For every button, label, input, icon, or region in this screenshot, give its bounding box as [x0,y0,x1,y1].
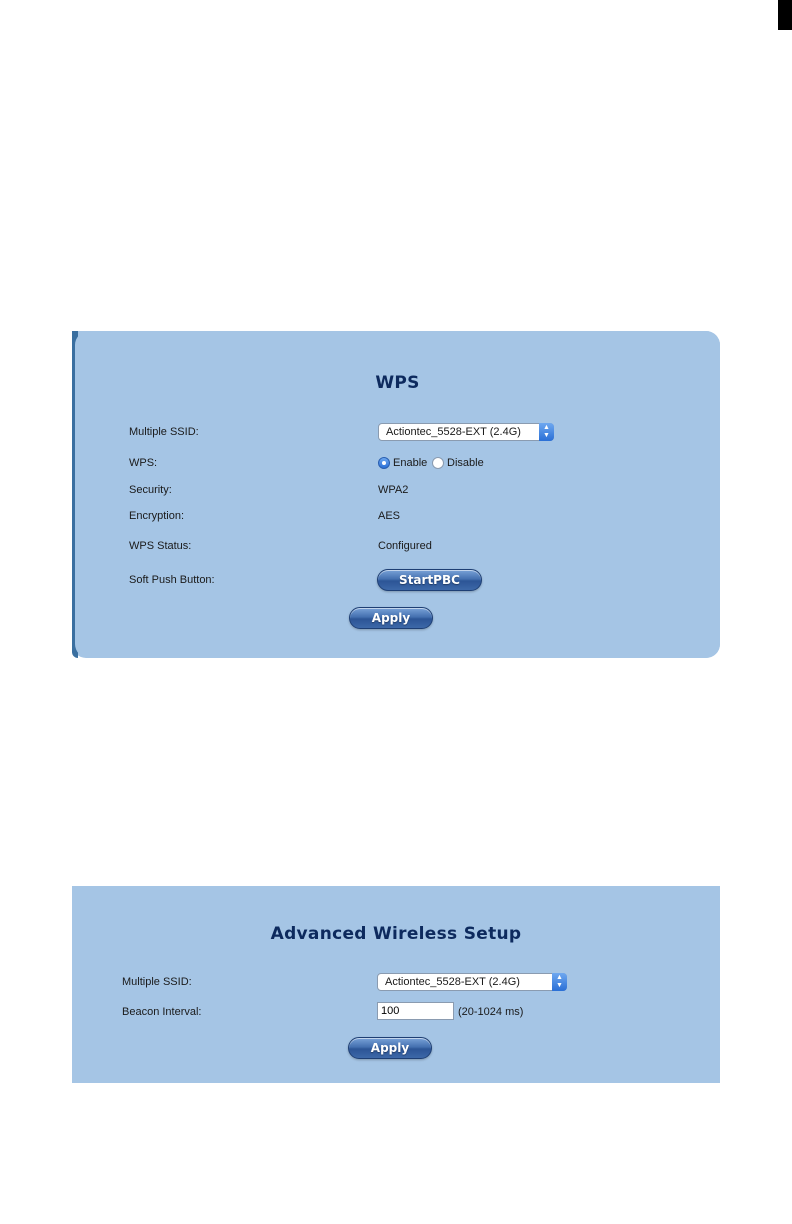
adv-multiple-ssid-value: Actiontec_5528-EXT (2.4G) [385,976,520,988]
beacon-interval-range: (20-1024 ms) [458,1006,524,1018]
wps-panel-inner [75,331,720,658]
wps-disable-label: Disable [447,457,484,469]
chevron-updown-icon: ▲ ▼ [539,423,554,441]
start-pbc-button[interactable]: StartPBC [377,569,482,591]
page-edge-tab [778,0,792,30]
wps-enable-radio[interactable] [378,457,390,469]
adv-apply-button[interactable]: Apply [348,1037,432,1059]
wps-status-value: Configured [378,540,432,552]
wps-panel [72,331,720,658]
advanced-wireless-title: Advanced Wireless Setup [270,924,522,944]
wps-status-label: WPS Status: [129,540,192,552]
beacon-interval-label: Beacon Interval: [122,1006,202,1018]
beacon-interval-input[interactable] [377,1002,454,1020]
adv-multiple-ssid-select[interactable] [377,973,567,991]
multiple-ssid-value: Actiontec_5528-EXT (2.4G) [386,426,521,438]
wps-disable-radio[interactable] [432,457,444,469]
chevron-updown-icon: ▲ ▼ [552,973,567,991]
encryption-value: AES [378,510,401,522]
wps-apply-button[interactable]: Apply [349,607,433,629]
wps-title: WPS [375,373,420,393]
encryption-label: Encryption: [129,510,185,522]
multiple-ssid-label: Multiple SSID: [129,426,199,438]
security-value: WPA2 [378,484,409,496]
wps-label: WPS: [129,457,158,469]
multiple-ssid-select[interactable] [378,423,554,441]
wps-enable-label: Enable [393,457,428,469]
soft-push-label: Soft Push Button: [129,574,215,586]
advanced-wireless-panel [72,886,720,1083]
security-label: Security: [129,484,172,496]
adv-multiple-ssid-label: Multiple SSID: [122,976,192,988]
